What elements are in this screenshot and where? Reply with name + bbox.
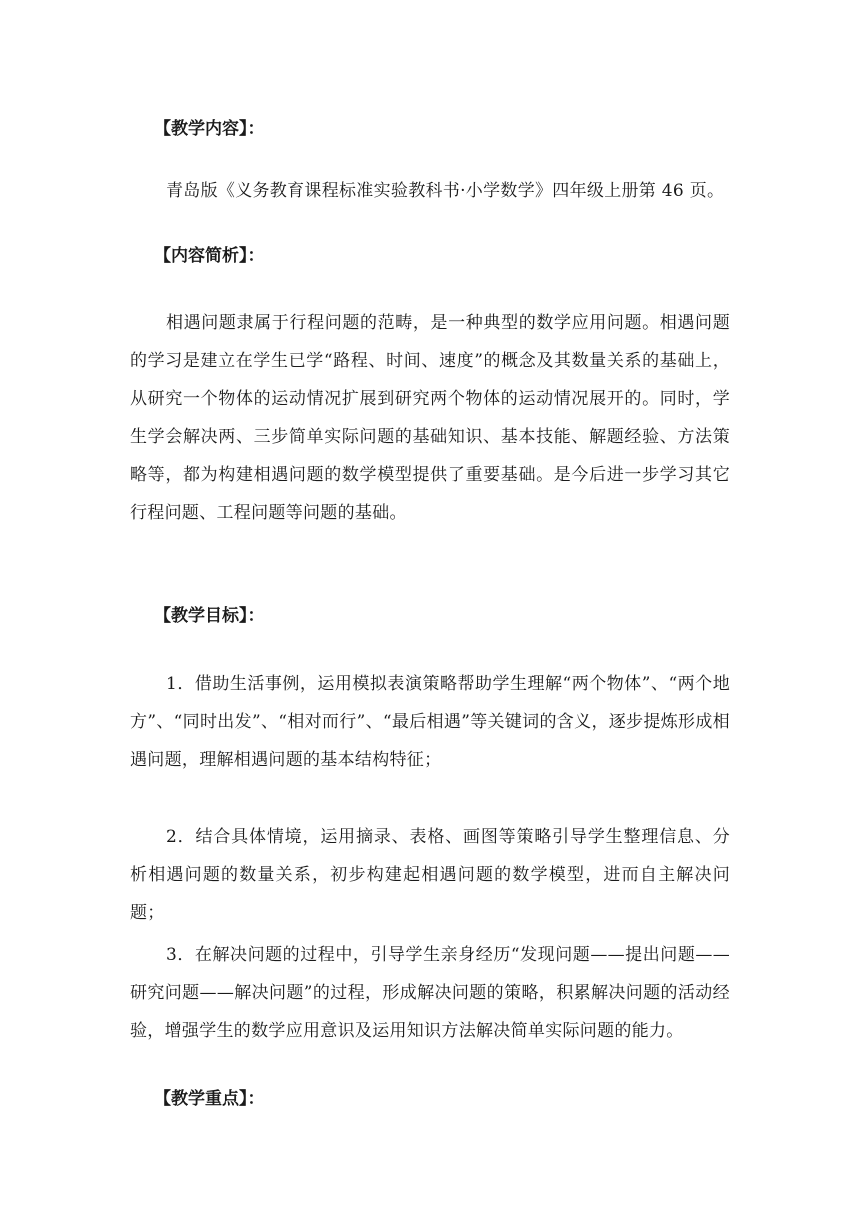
teaching-goal-3: 3．在解决问题的过程中，引导学生亲身经历“发现问题——提出问题——研究问题——解决问题”的过程，形成解决问题的策略，积累解决问题的活动经验，增强学生的数学应用意识及运用知识方法解决简单实际问题的能力。 (130, 945, 730, 1041)
content-analysis-text: 相遇问题隶属于行程问题的范畴，是一种典型的数学应用问题。相遇问题的学习是建立在学生已学“路程、时间、速度”的概念及其数量关系的基础上，从研究一个物体的运动情况扩展到研究两个物体的运动情况展开的。同时，学生学会解决两、三步简单实际问题的基础知识、基本技能、解题经验、方法策略等，都为构建相遇问题的数学模型提供了重要基础。是今后进一步学习其它行程问题、工程问题等问题的基础。 (130, 313, 730, 523)
heading-teaching-content: 【教学内容】： (154, 119, 265, 139)
teaching-goal-1: 1．借助生活事例，运用模拟表演策略帮助学生理解“两个物体”、“两个地方”、“同时出发”、“相对而行”、“最后相遇”等关键词的含义，逐步提炼形成相遇问题，理解相遇问题的基本结构特征； (130, 674, 730, 770)
teaching-content-text: 青岛版《义务教育课程标准实验教科书·小学数学》四年级上册第 46 页。 (166, 181, 725, 201)
heading-key-points: 【教学重点】： (154, 1089, 265, 1109)
heading-teaching-goals: 【教学目标】： (154, 606, 265, 626)
heading-content-analysis: 【内容简析】： (154, 246, 265, 266)
teaching-goal-2: 2．结合具体情境，运用摘录、表格、画图等策略引导学生整理信息、分析相遇问题的数量关系，初步构建起相遇问题的数学模型，进而自主解决问题； (130, 827, 730, 923)
